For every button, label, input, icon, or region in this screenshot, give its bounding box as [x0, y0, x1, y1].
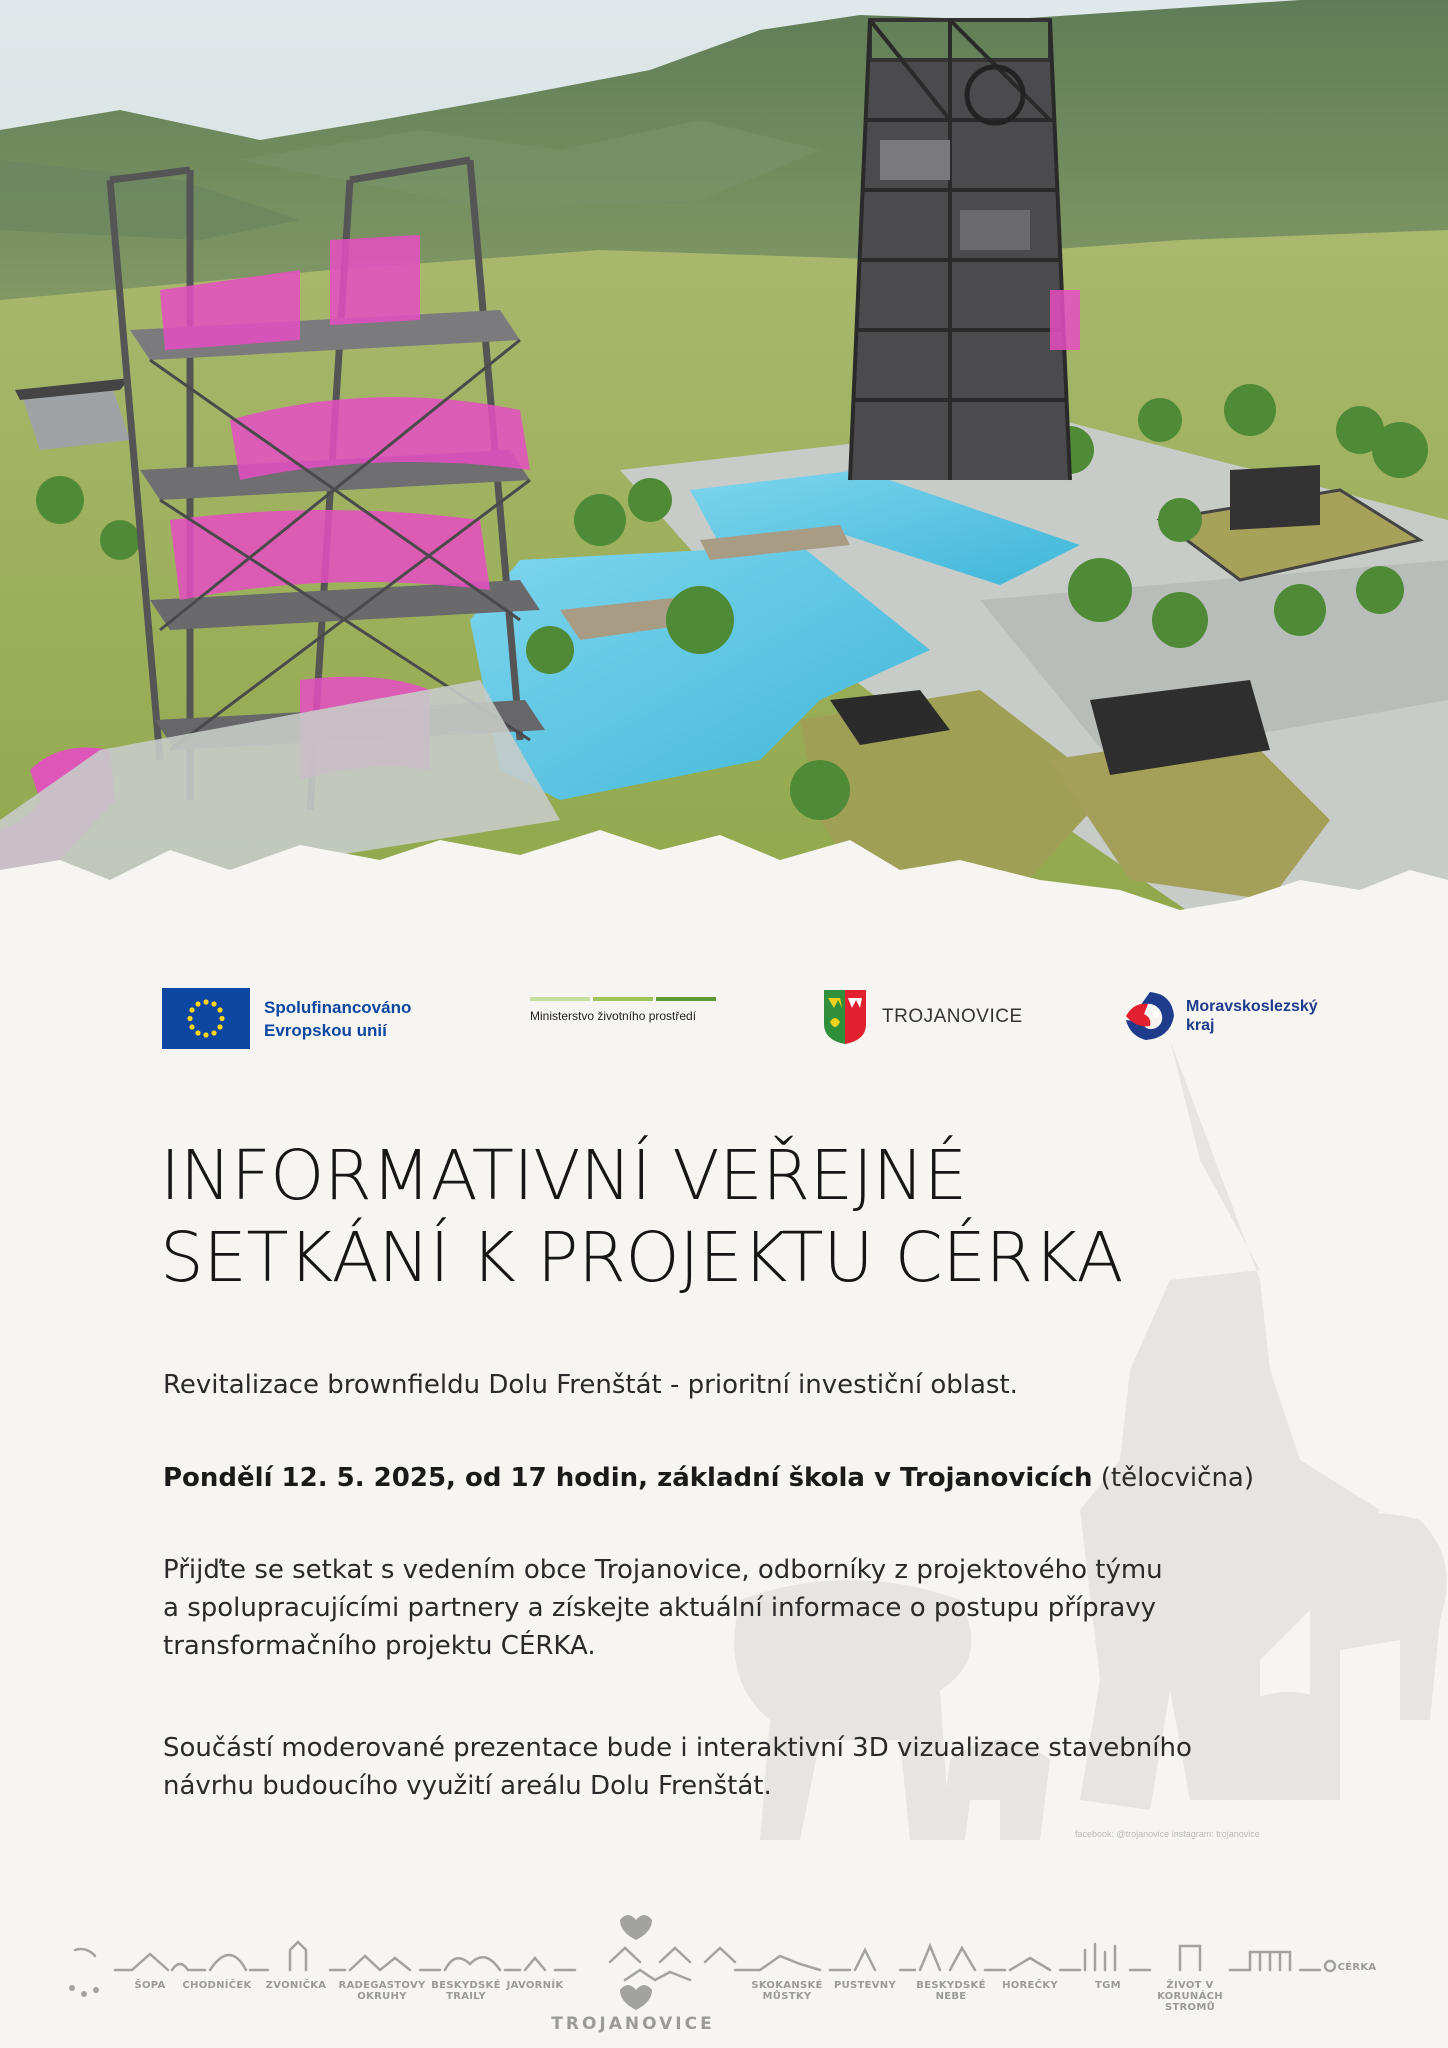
mine-tower [850, 20, 1080, 480]
trojanovice-text: TROJANOVICE [882, 1006, 1023, 1027]
invite-line-1: Přijďte se setkat s vedením obce Trojanovice, odborníky z projektového týmu [163, 1555, 1163, 1585]
region-text-line2: kraj [1186, 1017, 1215, 1034]
footer-item-javornik: JAVORNÍK [506, 1980, 564, 1991]
footer-item-chodnicek: CHODNÍČEK [182, 1980, 252, 1991]
coat-of-arms-icon [822, 988, 868, 1046]
footer-brand: TROJANOVICE [551, 2014, 715, 2034]
ministry-bars-icon [530, 997, 716, 1001]
region-emblem-icon [1122, 988, 1178, 1044]
eu-logo [162, 988, 411, 1049]
hero-visualization [0, 0, 1448, 960]
eu-text-line1: Spolufinancováno [264, 997, 412, 1017]
subtitle: Revitalizace brownfieldu Dolu Frenštát - prioritní investiční oblast. [163, 1370, 1018, 1400]
footer-item-radegastovy-okruhy: RADEGASTOVY OKRUHY [338, 1980, 426, 2002]
title-line-2: SETKÁNÍ K PROJEKTU CÉRKA [160, 1218, 1124, 1298]
presentation-paragraph [163, 1729, 1303, 1805]
footer-item-cerka: CÉRKA [1337, 1962, 1377, 1973]
title-line-1: INFORMATIVNÍ VEŘEJNÉ [160, 1136, 967, 1216]
invitation-paragraph [163, 1551, 1303, 1665]
hero-image [0, 0, 1448, 960]
eu-text-line2: Evropskou unií [264, 1020, 387, 1040]
footer-item-beskydske-traily: BESKYDSKÉ TRAILY [431, 1980, 501, 2002]
event-venue-note: (tělocvična) [1100, 1463, 1255, 1493]
footer-attractions [0, 1880, 1448, 2048]
footer-line-art [0, 1880, 1448, 2048]
page-title [160, 1135, 1360, 1299]
footer-item-sopa: ŠOPA [134, 1980, 166, 1991]
footer-item-horecky: HOREČKY [1002, 1980, 1058, 1991]
event-date-place: Pondělí 12. 5. 2025, od 17 hodin, základní škola v Trojanovicích [163, 1463, 1093, 1493]
region-text-line1: Moravskoslezský [1186, 998, 1318, 1015]
trojanovice-logo [822, 988, 1023, 1046]
footer-item-zivot-v-korunach: ŽIVOT V KORUNÁCH STROMŮ [1157, 1980, 1223, 2013]
region-text [1186, 997, 1318, 1035]
eu-logo-text [264, 996, 411, 1042]
ministry-logo [530, 997, 716, 1023]
ministry-text: Ministerstvo životního prostředí [530, 1009, 697, 1023]
invite-line-3: transformačního projektu CÉRKA. [163, 1631, 596, 1661]
region-logo [1122, 988, 1318, 1044]
footer-item-pustevny: PUSTEVNY [833, 1980, 897, 1991]
presentation-line-2: návrhu budoucího využití areálu Dolu Frenštát. [163, 1771, 772, 1801]
invite-line-2: a spolupracujícími partnery a získejte aktuální informace o postupu přípravy [163, 1593, 1157, 1623]
footer-item-skokanske-mustky: SKOKANSKÉ MŮSTKY [751, 1980, 823, 2002]
eu-stars-icon [162, 988, 250, 1049]
eu-flag-icon [162, 988, 250, 1049]
footer-item-beskydske-nebe: BESKYDSKÉ NEBE [916, 1980, 986, 2002]
presentation-line-1: Součástí moderované prezentace bude i interaktivní 3D vizualizace stavebního [163, 1733, 1192, 1763]
footer-item-zvonicka: ZVONIČKA [265, 1980, 327, 1991]
event-details [163, 1459, 1303, 1497]
social-credit: facebook: @trojanovice instagram: trojanovice [1075, 1829, 1260, 1839]
footer-item-tgm: TGM [1095, 1980, 1121, 1991]
